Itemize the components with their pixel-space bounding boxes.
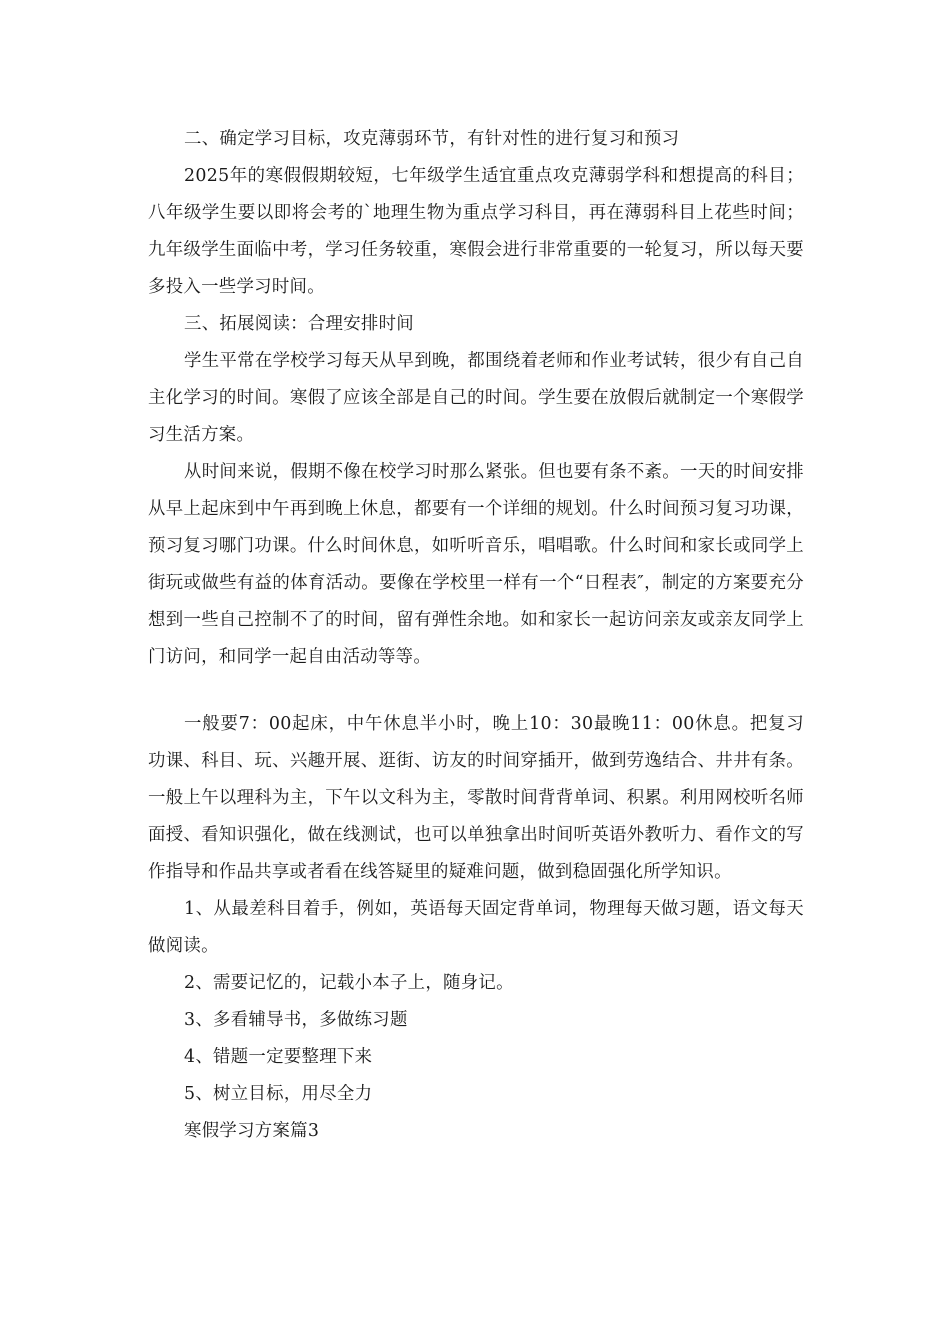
paragraph-schedule: 从时间来说，假期不像在校学习时那么紧张。但也要有条不紊。一天的时间安排从早上起床到中午再到晚上休息，都要有一个详细的规划。什么时间预习复习功课，预习复习哪门功课。什么时间休息，如听听音乐，唱唱歌。什么时间和家长或同学上街玩或做些有益的体育活动。要像在学校里一样有一个“日程表″，制定的方案要充分想到一些自己控制不了的时间，留有弹性余地。如和家长一起访问亲友或亲友同学上门访问，和同学一起自由活动等等。 (148, 462, 804, 667)
paragraph-daily-routine: 一般要7：00起床，中午休息半小时，晚上10：30最晚11：00休息。把复习功课、科目、玩、兴趣开展、逛街、访友的时间穿插开，做到劳逸结合、井井有条。一般上午以理科为主，下午以文科为主，零散时间背背单词、积累。利用网校听名师面授、看知识强化，做在线测试，也可以单独拿出时间听英语外教听力、看作文的写作指导和作品共享或者看在线答疑里的疑难问题，做到稳固强化所学知识。 (148, 714, 804, 882)
document-page (148, 121, 804, 1150)
section-title-part3: 寒假学习方案篇3 (184, 1121, 320, 1141)
section-heading-goals: 二、确定学习目标，攻克薄弱环节，有针对性的进行复习和预习 (184, 129, 680, 149)
paragraph-grade-goals: 2025年的寒假假期较短，七年级学生适宜重点攻克薄弱学科和想提高的科目；八年级学生要以即将会考的`地理生物为重点学习科目，再在薄弱科目上花些时间；九年级学生面临中考，学习任务较重，寒假会进行非常重要的一轮复习，所以每天要多投入一些学习时间。 (148, 166, 804, 297)
list-item: 2、需要记忆的，记载小本子上，随身记。 (184, 973, 514, 993)
list-item: 4、错题一定要整理下来 (184, 1047, 373, 1067)
list-item: 1、从最差科目着手，例如，英语每天固定背单词，物理每天做习题，语文每天做阅读。 (148, 899, 804, 956)
section-heading-time: 三、拓展阅读：合理安排时间 (184, 314, 414, 334)
paragraph-spacer (148, 676, 804, 706)
list-item: 3、多看辅导书，多做练习题 (184, 1010, 408, 1030)
paragraph-self-study: 学生平常在学校学习每天从早到晚，都围绕着老师和作业考试转，很少有自己自主化学习的时间。寒假了应该全部是自己的时间。学生要在放假后就制定一个寒假学习生活方案。 (148, 351, 804, 445)
list-item: 5、树立目标，用尽全力 (184, 1084, 373, 1104)
